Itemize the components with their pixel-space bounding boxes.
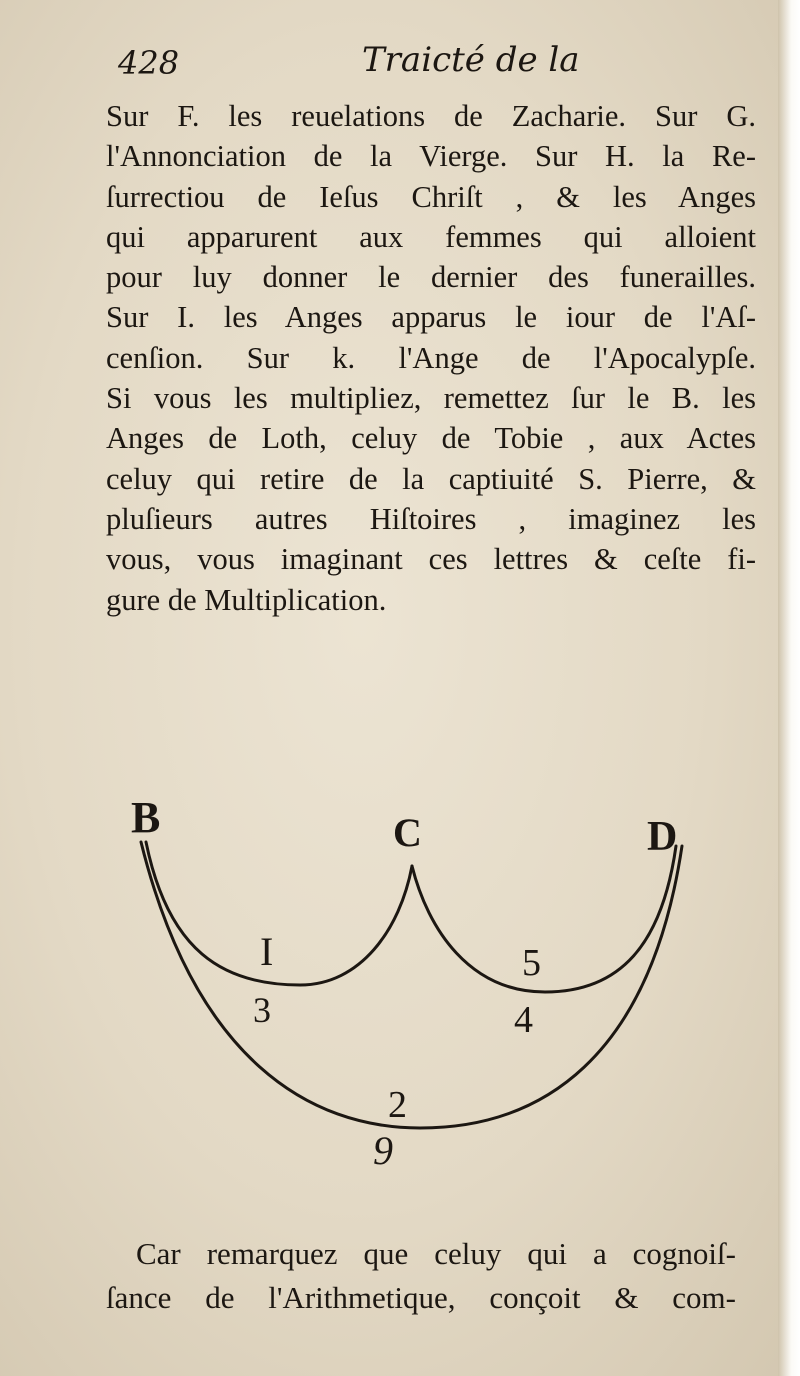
text-line: Sur I. les Anges apparus le iour de l'Aſ- [106, 300, 756, 335]
text-line: Anges de Loth, celuy de Tobie , aux Actes [106, 421, 756, 456]
text-line: vous, vous imaginant ces lettres & ceſte fi- [106, 542, 756, 577]
text-line: pour luy donner le dernier des funerailles. [106, 260, 756, 295]
text-line: cenſion. Sur k. l'Ange de l'Apocalypſe. [106, 340, 756, 375]
text-line: Si vous les multipliez, remettez ſur le B. les [106, 381, 756, 416]
running-title: Traicté de la [362, 40, 580, 80]
mark-4: 4 [514, 999, 533, 1041]
text-line: Sur F. les reuelations de Zacharie. Sur G. [106, 99, 756, 133]
text-line: pluſieurs autres Hiſtoires , imaginez les [106, 501, 756, 536]
text-line: l'Annonciation de la Vierge. Sur H. la Re- [106, 139, 756, 174]
arc-c-d [412, 846, 676, 992]
mark-5: 5 [522, 942, 541, 984]
mark-9: 9 [373, 1128, 393, 1173]
multiplication-figure [0, 760, 800, 1180]
closing-paragraph [106, 1232, 736, 1320]
label-c: C [393, 810, 422, 855]
page-number: 428 [118, 44, 180, 82]
mark-1: I [260, 929, 274, 974]
text-line: celuy qui retire de la captiuité S. Pierre, & [106, 461, 756, 496]
main-paragraph [106, 96, 756, 620]
arc-b-c [146, 842, 412, 985]
label-b: B [131, 793, 161, 842]
text-line: gure de Multiplication. [106, 582, 387, 617]
text-line: Car remarquez que celuy qui a cognoiſ- [136, 1236, 736, 1271]
mark-3: 3 [253, 990, 271, 1030]
text-line: ſance de l'Arithmetique, conçoit & com- [106, 1280, 736, 1315]
text-line: qui apparurent aux femmes qui alloient [106, 219, 756, 254]
mark-2: 2 [388, 1084, 407, 1126]
outer-arc-b-d [141, 842, 682, 1128]
text-line: ſurrectiou de Ieſus Chriſt , & les Anges [106, 179, 756, 214]
label-d: D [647, 814, 678, 860]
